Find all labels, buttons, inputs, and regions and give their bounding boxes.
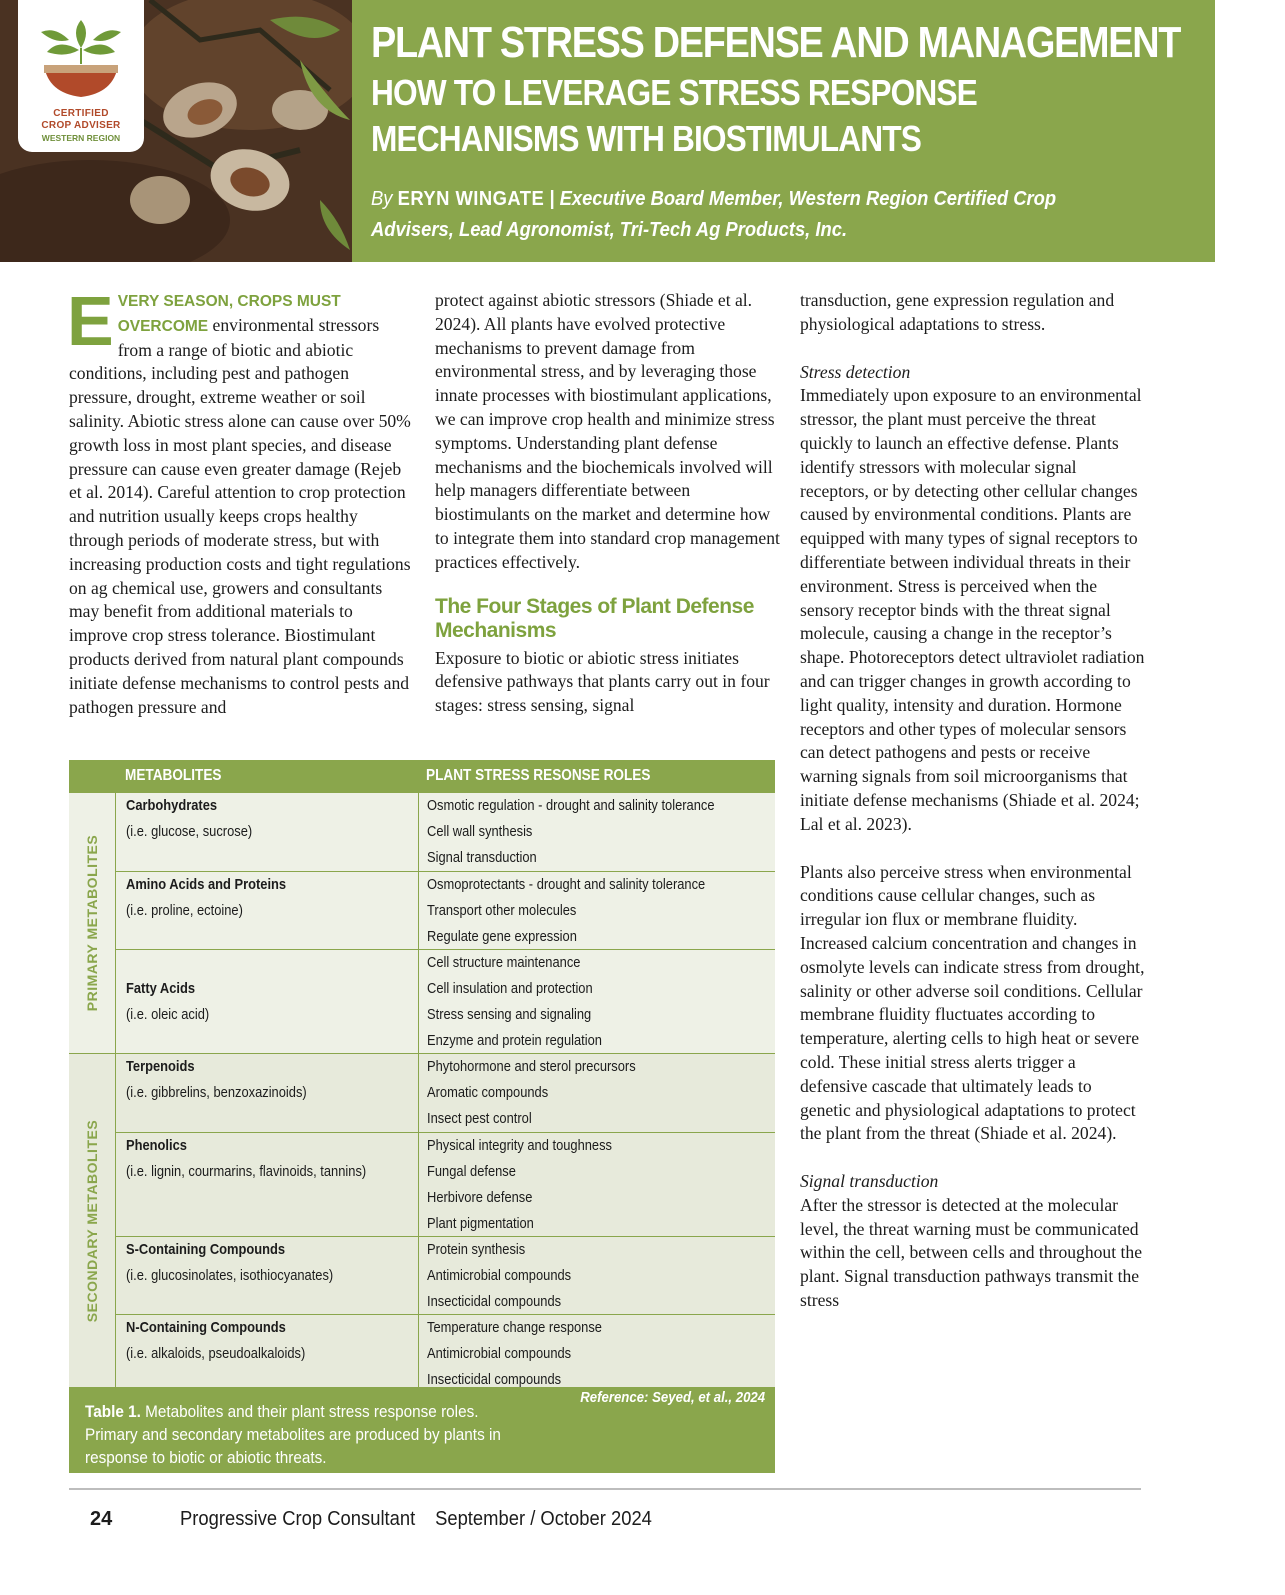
section-heading: The Four Stages of Plant Defense Mechanisms [435, 594, 754, 642]
signal-transduction-paragraph: After the stressor is detected at the molecular level, the threat warning must be communicated within the cell, between cells and throughout the plant. Signal transduction pathways transmit the stress [800, 1194, 1143, 1311]
metabolite-name: S-Containing Compounds [126, 1241, 286, 1258]
metabolite-name: N-Containing Compounds [126, 1319, 286, 1336]
metabolite-name: Fatty Acids [126, 980, 196, 997]
table-header [69, 760, 775, 793]
table-row [115, 1236, 775, 1314]
stress-detection-paragraph-2: Plants also perceive stress when environmental conditions cause cellular changes, such as irregular ion flux or membrane fluidity. Increased calcium concentration and changes in osmolyte levels can indicate stress from drought, salinity or other adverse soil conditions. Cellular membrane fluidity fluctuates according to temperature, alerting cells to high heat or severe cold. These initial stress alerts trigger a defensive cascade that ultimately leads to genetic and physiological adaptations to protect the plant from the threat (Shiade et al. 2024). [800, 861, 1145, 1144]
roles-cell [418, 872, 751, 949]
metabolite-example: (i.e. gibbrelins, benzoxazinoids) [126, 1084, 307, 1101]
role-item: Cell structure maintenance [427, 954, 581, 971]
table-row [115, 1132, 775, 1236]
table-body [69, 793, 775, 1387]
role-item: Protein synthesis [427, 1241, 526, 1258]
article-column-1 [67, 282, 414, 719]
role-item: Phytohormone and sterol precursors [427, 1058, 636, 1075]
metabolite-example: (i.e. alkaloids, pseudoalkaloids) [126, 1345, 306, 1362]
role-item: Insect pest control [427, 1110, 532, 1127]
subsection-title-signal-transduction: Signal transduction [800, 1171, 939, 1192]
role-item: Osmoprotectants - drought and salinity tolerance [427, 876, 706, 893]
subsection-title-stress-detection: Stress detection [800, 361, 911, 382]
author-name: ERYN WINGATE [397, 188, 545, 210]
byline [371, 184, 1107, 246]
article-column-2 [435, 289, 780, 718]
role-item: Enzyme and protein regulation [427, 1032, 602, 1049]
byline-prefix: By [371, 188, 393, 210]
table-row [115, 949, 775, 1053]
metabolite-example: (i.e. glucosinolates, isothiocyanates) [126, 1267, 334, 1284]
table-caption-text: Metabolites and their plant stress response roles. Primary and secondary metabolites are produced by plants in response to biotic or abiotic threats. [85, 1402, 501, 1467]
group-secondary-metabolites [69, 1053, 775, 1387]
table-row [115, 871, 775, 949]
roles-cell [418, 1315, 630, 1388]
footer-divider [69, 1488, 1141, 1490]
metabolite-example: (i.e. oleic acid) [126, 1006, 210, 1023]
role-item: Osmotic regulation - drought and salinity tolerance [427, 797, 715, 814]
article-title: PLANT STRESS DEFENSE AND MANAGEMENT [371, 18, 1181, 67]
header-banner [0, 0, 1215, 262]
role-item: Cell wall synthesis [427, 823, 533, 840]
stress-detection-paragraph-1: Immediately upon exposure to an environmental stressor, the plant must perceive the threat quickly to launch an effective defense. Plants identify stressors with molecular signal receptors, or by detecting other cellular changes caused by environmental conditions. Plants are equipped with many types of signal receptors to differentiate between individual threats in their environment. Stress is perceived when the sensory receptor binds with the threat signal molecule, causing a change in the receptor’s shape. Photoreceptors detect ultraviolet radiation and can trigger changes in growth according to light quality, intensity and duration. Hormone receptors and other types of molecular sensors can detect pathogens and pests or receive warning signals from soil microorganisms that initiate defense mechanisms (Shiade et al. 2024; Lal et al. 2023). [800, 385, 1145, 834]
table-header-metabolites: METABOLITES [125, 767, 222, 784]
metabolite-name: Phenolics [126, 1137, 187, 1154]
role-item: Aromatic compounds [427, 1084, 549, 1101]
role-item: Antimicrobial compounds [427, 1267, 572, 1284]
metabolites-table [69, 760, 775, 1473]
page-number: 24 [90, 1508, 113, 1530]
publication-info [180, 1508, 652, 1531]
role-item: Plant pigmentation [427, 1215, 534, 1232]
author-role: Executive Board Member, Western Region Certified Crop Advisers, Lead Agronomist, Tri-Tech Ag Products, Inc. [371, 188, 1057, 241]
metabolite-example: (i.e. lignin, courmarins, flavinoids, tannins) [126, 1163, 367, 1180]
role-item: Signal transduction [427, 849, 537, 866]
role-item: Insecticidal compounds [427, 1371, 562, 1388]
roles-cell [418, 1237, 595, 1314]
table-header-roles: PLANT STRESS RESONSE ROLES [426, 767, 651, 784]
logo-text-line1: CERTIFIED [53, 108, 109, 119]
role-item: Stress sensing and signaling [427, 1006, 592, 1023]
logo-text-line3: WESTERN REGION [41, 133, 121, 143]
role-item: Fungal defense [427, 1163, 516, 1180]
group-label: SECONDARY METABOLITES [84, 1119, 100, 1323]
role-item: Herbivore defense [427, 1189, 533, 1206]
table-caption-label: Table 1. [85, 1402, 141, 1421]
group-label: PRIMARY METABOLITES [84, 834, 100, 1012]
byline-divider: | [549, 188, 560, 210]
stages-paragraph: Exposure to biotic or abiotic stress initiates defensive pathways that plants carry out in four stages: stress sensing, signal [435, 647, 770, 716]
role-item: Regulate gene expression [427, 928, 577, 945]
table-row [115, 1054, 775, 1132]
intro-continued: protect against abiotic stressors (Shiade et al. 2024). All plants have evolved protective mechanisms to prevent damage from environmental stress, and by leveraging those innate processes with biostimulant applications, we can improve crop health and minimize stress symptoms. Understanding plant defense mechanisms and the biochemicals involved will help managers differentiate between biostimulants on the market and determine how to integrate them into standard crop management practices effectively. [435, 290, 780, 572]
drop-cap: E [67, 282, 114, 360]
group-primary-metabolites [69, 793, 775, 1053]
intro-paragraph: environmental stressors from a range of biotic and abiotic conditions, including pest and pathogen pressure, drought, extreme weather or soil salinity. Abiotic stress alone can cause over 50% growth loss in most plant species, and disease pressure can cause even greater damage (Rejeb et al. 2014). Careful attention to crop protection and nutrition usually keeps crops healthy through periods of moderate stress, but with increasing production costs and tight regulations on ag chemical use, growers and consultants may benefit from additional materials to improve crop stress tolerance. Biostimulant products derived from natural plant compounds initiate defense mechanisms to control pests and pathogen pressure and [69, 314, 411, 717]
metabolite-name: Terpenoids [126, 1058, 195, 1075]
table-reference: Reference: Seyed, et al., 2024 [580, 1389, 765, 1406]
role-item: Transport other molecules [427, 902, 577, 919]
article-subtitle: HOW TO LEVERAGE STRESS RESPONSE MECHANISMS WITH BIOSTIMULANTS [371, 72, 977, 159]
publication-name: Progressive Crop Consultant [180, 1508, 416, 1530]
roles-cell [418, 1133, 642, 1236]
article-column-3 [800, 289, 1145, 1313]
table-row [115, 1314, 775, 1388]
metabolite-example: (i.e. proline, ectoine) [126, 902, 243, 919]
role-item: Insecticidal compounds [427, 1293, 562, 1310]
metabolite-name: Amino Acids and Proteins [126, 876, 287, 893]
role-item: Antimicrobial compounds [427, 1345, 572, 1362]
stages-continued: transduction, gene expression regulation and physiological adaptations to stress. [800, 290, 1115, 334]
issue-date: September / October 2024 [435, 1508, 652, 1530]
lead-in: VERY SEASON, CROPS MUST OVERCOME [117, 293, 341, 335]
table-row [115, 793, 775, 871]
metabolite-example: (i.e. glucose, sucrose) [126, 823, 253, 840]
roles-cell [418, 793, 761, 871]
logo-text-line2: CROP ADVISER [41, 120, 121, 131]
roles-cell [418, 950, 630, 1053]
certified-crop-adviser-logo [18, 0, 144, 152]
role-item: Cell insulation and protection [427, 980, 593, 997]
role-item: Temperature change response [427, 1319, 602, 1336]
roles-cell [418, 1054, 670, 1132]
metabolite-name: Carbohydrates [126, 797, 218, 814]
role-item: Physical integrity and toughness [427, 1137, 613, 1154]
table-caption [85, 1400, 517, 1469]
